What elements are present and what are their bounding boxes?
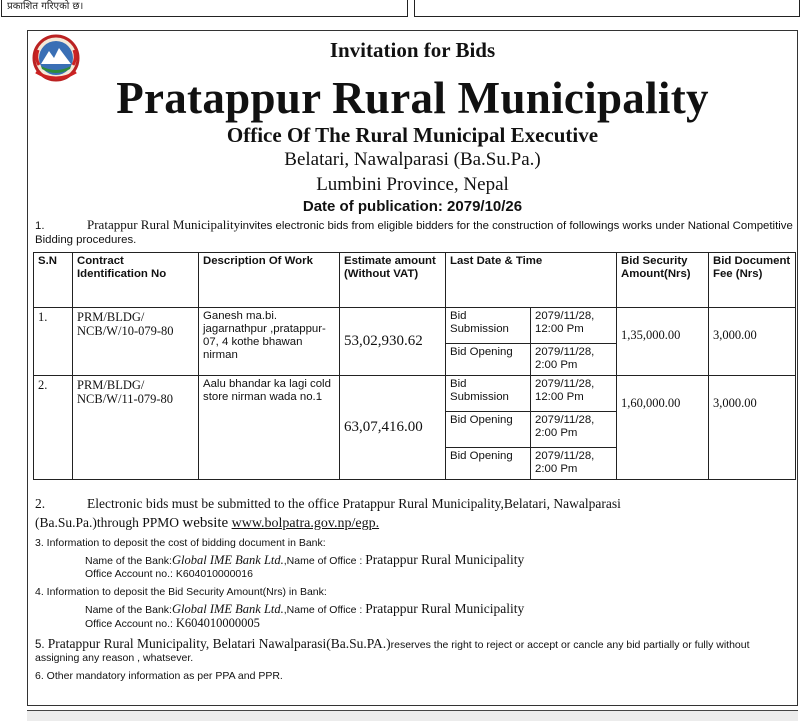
header-sn: S.N [34,253,73,308]
header-contract: Contract Identification No [73,253,199,308]
paragraph-4-office-name: Pratappur Rural Municipality [365,601,525,616]
paragraph-2 [35,497,795,530]
paragraph-3-heading: 3. Information to deposit the cost of bidding document in Bank: [35,537,326,549]
paragraph-3-office-prefix: ,Name of Office : [283,555,366,567]
bids-table [33,252,796,480]
address-line-2: Lumbini Province, Nepal [316,174,509,195]
table-header-row [34,253,796,308]
row-1-bid-fee: 3,000.00 [709,308,796,376]
paragraph-3-bank-line [35,553,795,568]
row-2-contract: PRM/BLDG/ NCB/W/11-079-80 [73,376,199,480]
paragraph-4-office-prefix: ,Name of Office : [283,604,366,616]
table-row [34,308,796,344]
paragraph-2-text-a: Electronic bids must be submitted to the office Pratappur Rural Municipality,Belatari, Nawalparasi [87,496,621,511]
paragraph-1 [35,218,793,247]
paragraph-3-account-line [35,568,795,581]
paragraph-5 [35,637,795,665]
row-2-opening-label: Bid Opening [446,412,531,448]
paragraph-2-number: 2. [35,496,46,511]
office-name: Office Of The Rural Municipal Executive [226,123,599,147]
row-2-opening-label-2: Bid Opening [446,448,531,480]
row-2-bid-security: 1,60,000.00 [617,376,709,480]
paragraph-3-account-prefix: Office Account no.: [85,568,176,580]
paragraph-1-number: 1. [35,220,45,232]
paragraph-4 [35,586,795,631]
paragraph-5-municipality: Pratappur Rural Municipality, Belatari Nawalparasi(Ba.Su.PA.) [47,636,391,651]
paragraph-4-heading: 4. Information to deposit the Bid Security Amount(Nrs) in Bank: [35,586,327,598]
paragraph-5-number: 5. [35,639,48,651]
paragraph-1-text: invites electronic bids from eligible bidders for the construction of followings works under National Competitive Bidding procedures. [35,220,793,246]
header-description: Description Of Work [199,253,340,308]
paragraph-1-municipality: Pratappur Rural Municipality [87,217,241,232]
row-2-sn: 2. [34,376,73,480]
previous-notice-fragment [1,0,408,17]
paragraph-3-bank-prefix: Name of the Bank: [85,555,172,567]
invitation-heading: Invitation for Bids [329,38,496,62]
row-1-contract: PRM/BLDG/ NCB/W/10-079-80 [73,308,199,376]
row-2-opening-date-2: 2079/11/28, 2:00 Pm [531,448,617,480]
row-1-opening-date: 2079/11/28, 2:00 Pm [531,344,617,376]
paragraph-4-bank-name: Global IME Bank Ltd. [171,602,284,616]
row-2-description: Aalu bhandar ka lagi cold store nirman wada no.1 [199,376,340,480]
header-bid-fee: Bid Document Fee (Nrs) [709,253,796,308]
bolpatra-link[interactable]: www.bolpatra.gov.np/egp. [231,516,380,531]
bid-notice [27,30,798,706]
row-1-description: Ganesh ma.bi. jagarnathpur ,pratappur-07, 4 kothe bhawan nirman [199,308,340,376]
paragraph-5-text: reserves the right to reject or accept or cancle any bid partially or fully without assigning any reason , whatsever. [35,639,750,664]
row-2-bid-fee: 3,000.00 [709,376,796,480]
header-bid-security: Bid Security Amount(Nrs) [617,253,709,308]
previous-notice-text: प्रकाशित गरिएको छ। [7,1,84,12]
row-2-opening-date: 2079/11/28, 2:00 Pm [531,412,617,448]
paragraph-4-account-prefix: Office Account no.: [85,618,176,630]
paragraph-4-bank-line [35,602,795,617]
municipality-name: Pratappur Rural Municipality [116,73,709,123]
paragraph-2-line-1 [35,497,795,510]
address-line-1: Belatari, Nawalparasi (Ba.Su.Pa.) [284,149,541,170]
paragraph-2-text-c: website [182,515,229,531]
paragraph-4-bank-prefix: Name of the Bank: [85,604,172,616]
row-1-submission-date: 2079/11/28, 12:00 Pm [531,308,617,344]
table-row [34,376,796,412]
row-1-opening-label: Bid Opening [446,344,531,376]
adjacent-notice-fragment [414,0,800,17]
row-2-estimate: 63,07,416.00 [340,376,446,480]
paragraph-3-account-no: K604010000016 [175,568,253,580]
header-estimate: Estimate amount (Without VAT) [340,253,446,308]
publication-date: Date of publication: 2079/10/26 [302,198,523,215]
paragraph-6: 6. Other mandatory information as per PPA and PPR. [35,670,283,682]
paragraph-3-office-name: Pratappur Rural Municipality [365,552,525,567]
paragraph-3-bank-name: Global IME Bank Ltd. [171,553,284,567]
header-last-date: Last Date & Time [446,253,617,308]
row-1-submission-label: Bid Submission [446,308,531,344]
row-1-estimate: 53,02,930.62 [340,308,446,376]
paragraph-4-account-line [35,617,795,631]
row-1-bid-security: 1,35,000.00 [617,308,709,376]
row-2-submission-date: 2079/11/28, 12:00 Pm [531,376,617,412]
paragraph-3 [35,537,795,581]
paragraph-2-text-b: (Ba.Su.Pa.)through PPMO [35,515,180,530]
row-2-submission-label: Bid Submission [446,376,531,412]
paragraph-2-line-2 [35,516,795,530]
row-1-sn: 1. [34,308,73,376]
paragraph-4-account-no: K604010000005 [175,616,260,630]
